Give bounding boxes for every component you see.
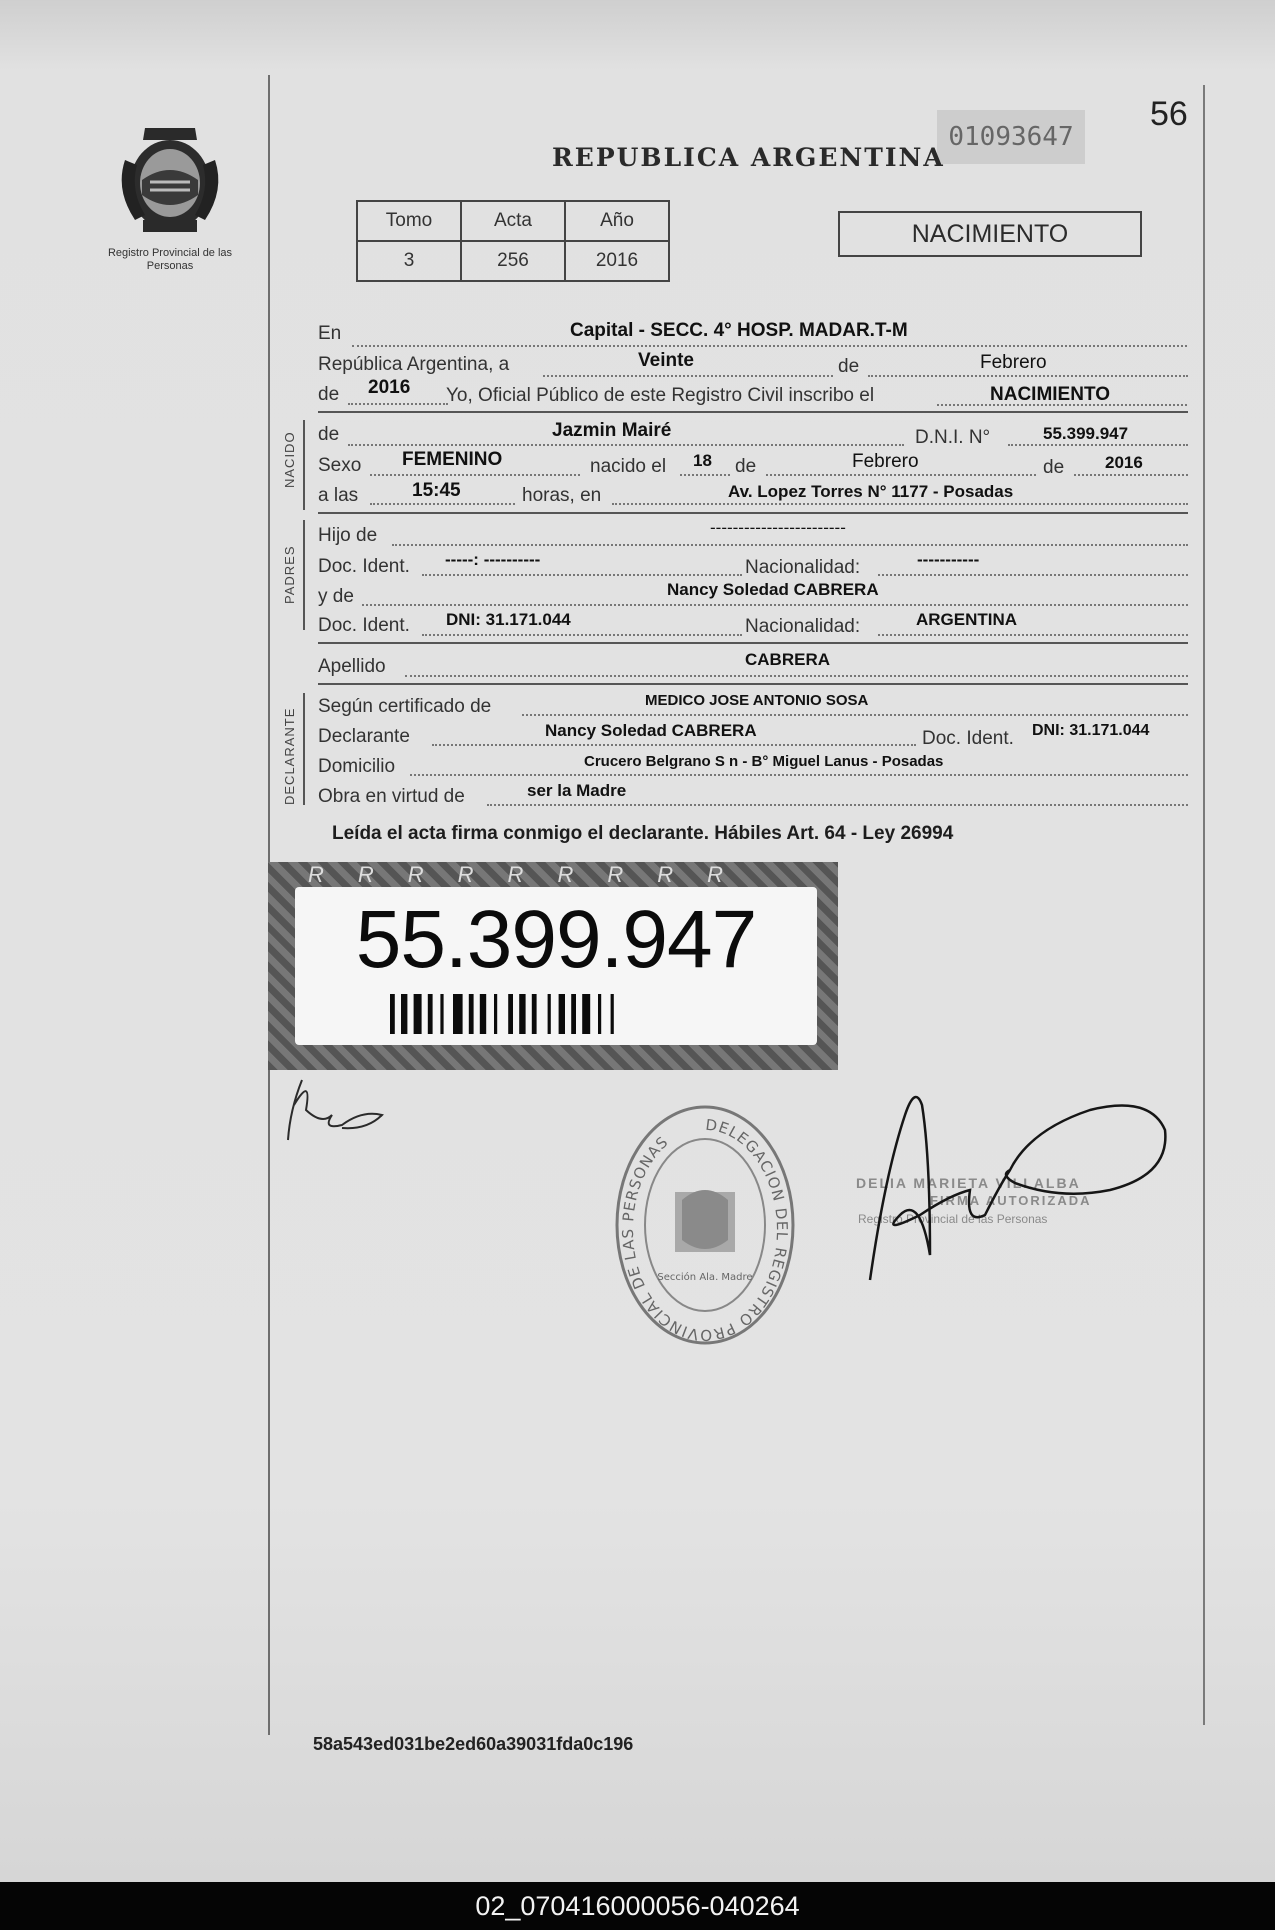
signatory-name: DELIA MARIETA VILLALBA [856, 1175, 1081, 1191]
document-hash: 58a543ed031be2ed60a39031fda0c196 [313, 1734, 634, 1754]
dni-banner [295, 887, 817, 1045]
time-dots [370, 503, 515, 505]
seal-ring-text: DELEGACION DEL REGISTRO PROVINCIAL DE LAS PERSONAS [618, 1115, 792, 1345]
logo-caption: Registro Provincial de las Personas [107, 247, 233, 272]
mother-dots [362, 604, 1188, 606]
mother-nat-label: Nacionalidad: [745, 616, 861, 637]
barcode-bar [428, 994, 433, 1034]
apellido-label: Apellido [318, 656, 386, 677]
birth-day-dots [680, 474, 730, 476]
table-value-ano: 2016 [565, 241, 669, 281]
father-doc-label: Doc. Ident. [318, 556, 410, 577]
barcode-bar [469, 994, 474, 1034]
initials-signature [282, 1070, 392, 1150]
mother-doc-dots [422, 634, 742, 636]
barcode-bar [508, 994, 513, 1034]
birth-day: 18 [693, 451, 712, 470]
barcode-bar [401, 994, 407, 1034]
apellido-value: CABRERA [745, 650, 830, 669]
right-margin-line [1203, 85, 1205, 1725]
place-dots [612, 503, 1188, 505]
side-label-padres: PADRES [282, 545, 297, 604]
father-nat: ----------- [917, 550, 980, 569]
month-dots [868, 375, 1188, 377]
separator-2 [318, 512, 1188, 514]
dni-label: D.N.I. N° [915, 427, 991, 448]
declarante-dots [432, 744, 916, 746]
barcode-bar [390, 994, 395, 1034]
certificado-dots [522, 714, 1188, 716]
record-value: NACIMIENTO [990, 384, 1110, 405]
nacido-bracket [303, 420, 305, 510]
father-value: ------------------------ [710, 518, 846, 537]
barcode-bar [480, 994, 486, 1034]
time-value: 15:45 [412, 480, 461, 501]
birth-month-dots [766, 474, 1036, 476]
padres-bracket [303, 520, 305, 630]
obra-label: Obra en virtud de [318, 786, 465, 807]
registry-emblem-icon [115, 120, 225, 240]
declarante-doc: DNI: 31.171.044 [1032, 722, 1150, 739]
stamped-serial-number: 01093647 [937, 110, 1085, 164]
barcode-bar [519, 994, 525, 1034]
birth-year-dots [1074, 474, 1188, 476]
security-pattern: RRRRRRRRR [308, 862, 757, 887]
de-birth-label: de [735, 456, 757, 477]
year-dots [348, 403, 448, 405]
seal-inner-text: Sección Ala. Madre [657, 1272, 753, 1283]
day-dots [543, 375, 833, 377]
barcode-bar [453, 994, 463, 1034]
table-header-ano: Año [565, 201, 669, 241]
republica-label: República Argentina, a [318, 354, 510, 375]
domicilio-value: Crucero Belgrano S n - B° Miguel Lanus - Posadas [584, 753, 944, 770]
barcode-bar [571, 994, 576, 1034]
barcode-icon [390, 994, 725, 1034]
separator-4 [318, 683, 1188, 685]
declarante-label: Declarante [318, 726, 410, 747]
declarante-value: Nancy Soledad CABRERA [545, 721, 757, 740]
yo-text: Yo, Oficial Público de este Registro Civil inscribo el [446, 385, 875, 406]
domicilio-dots [410, 774, 1188, 776]
record-type-box: NACIMIENTO [838, 211, 1142, 257]
barcode-bar [582, 994, 590, 1034]
en-value: Capital - SECC. 4° HOSP. MADAR.T-M [570, 320, 908, 341]
table-value-tomo: 3 [357, 241, 461, 281]
tomo-acta-ano-table [356, 200, 670, 282]
y-de-label: y de [318, 586, 354, 607]
dni-dots [1008, 444, 1188, 446]
mother-doc: DNI: 31.171.044 [446, 610, 571, 629]
mother-nat: ARGENTINA [916, 610, 1018, 629]
en-dots [352, 345, 1187, 347]
barcode-bar [494, 994, 497, 1034]
barcode-bar [611, 994, 614, 1034]
a-las-label: a las [318, 485, 359, 506]
father-nat-label: Nacionalidad: [745, 557, 861, 578]
mother-value: Nancy Soledad CABRERA [667, 580, 879, 599]
table-header-tomo: Tomo [357, 201, 461, 241]
table-header-acta: Acta [461, 201, 565, 241]
obra-value: ser la Madre [527, 781, 627, 800]
name-value: Jazmin Mairé [552, 420, 672, 441]
declarante-bracket [303, 693, 305, 805]
sexo-label: Sexo [318, 455, 362, 476]
month-value: Febrero [980, 352, 1047, 373]
obra-dots [487, 804, 1188, 806]
side-label-declarante: DECLARANTE [282, 707, 297, 805]
barcode-bar [440, 994, 443, 1034]
year-value: 2016 [368, 377, 411, 398]
hijo-label: Hijo de [318, 525, 378, 546]
scan-id: 02_070416000056-040264 [475, 1891, 800, 1921]
en-label: En [318, 323, 342, 344]
place-value: Av. Lopez Torres N° 1177 - Posadas [728, 482, 1014, 501]
dni-value: 55.399.947 [1043, 424, 1129, 443]
domicilio-label: Domicilio [318, 756, 396, 777]
scan-id-bar [0, 1882, 1275, 1930]
horas-label: horas, en [522, 485, 602, 506]
de-name-label: de [318, 424, 340, 445]
sexo-value: FEMENINO [402, 449, 503, 470]
birth-month: Febrero [852, 451, 919, 472]
apellido-dots [405, 675, 1188, 677]
barcode-bar [559, 994, 565, 1034]
certificado-label: Según certificado de [318, 696, 492, 717]
day-value: Veinte [638, 350, 694, 371]
sexo-dots [370, 474, 580, 476]
page-number: 56 [1150, 95, 1188, 133]
birth-year: 2016 [1105, 453, 1143, 472]
father-nat-dots [878, 574, 1188, 576]
signatory-role: FIRMA AUTORIZADA [930, 1193, 1092, 1208]
dni-banner-number: 55.399.947 [355, 894, 757, 985]
side-label-nacido: NACIDO [282, 431, 297, 488]
mother-nat-dots [878, 634, 1188, 636]
father-doc: -----: ---------- [445, 550, 541, 569]
separator-3 [318, 642, 1188, 644]
barcode-bar [414, 994, 422, 1034]
de-label: de [838, 356, 860, 377]
mother-doc-label: Doc. Ident. [318, 615, 410, 636]
barcode-bar [598, 994, 601, 1034]
country-title: REPUBLICA ARGENTINA [552, 143, 945, 172]
signatory-office: Registro Provincial de las Personas [858, 1212, 1048, 1226]
official-seal [612, 1100, 798, 1350]
official-signature [860, 1075, 1175, 1295]
barcode-bar [532, 994, 537, 1034]
de-year-label: de [318, 384, 340, 405]
separator-1 [318, 411, 1188, 413]
barcode-bar [548, 994, 551, 1034]
father-dots [392, 544, 1188, 546]
certificado-value: MEDICO JOSE ANTONIO SOSA [645, 692, 869, 709]
closing-statement: Leída el acta firma conmigo el declarante. Hábiles Art. 64 - Ley 26994 [332, 823, 954, 844]
declarante-doc-label: Doc. Ident. [922, 728, 1014, 749]
de-birth-year-label: de [1043, 457, 1065, 478]
name-dots [348, 444, 904, 446]
table-value-acta: 256 [461, 241, 565, 281]
nacido-label: nacido el [590, 456, 667, 477]
father-doc-dots [422, 574, 742, 576]
